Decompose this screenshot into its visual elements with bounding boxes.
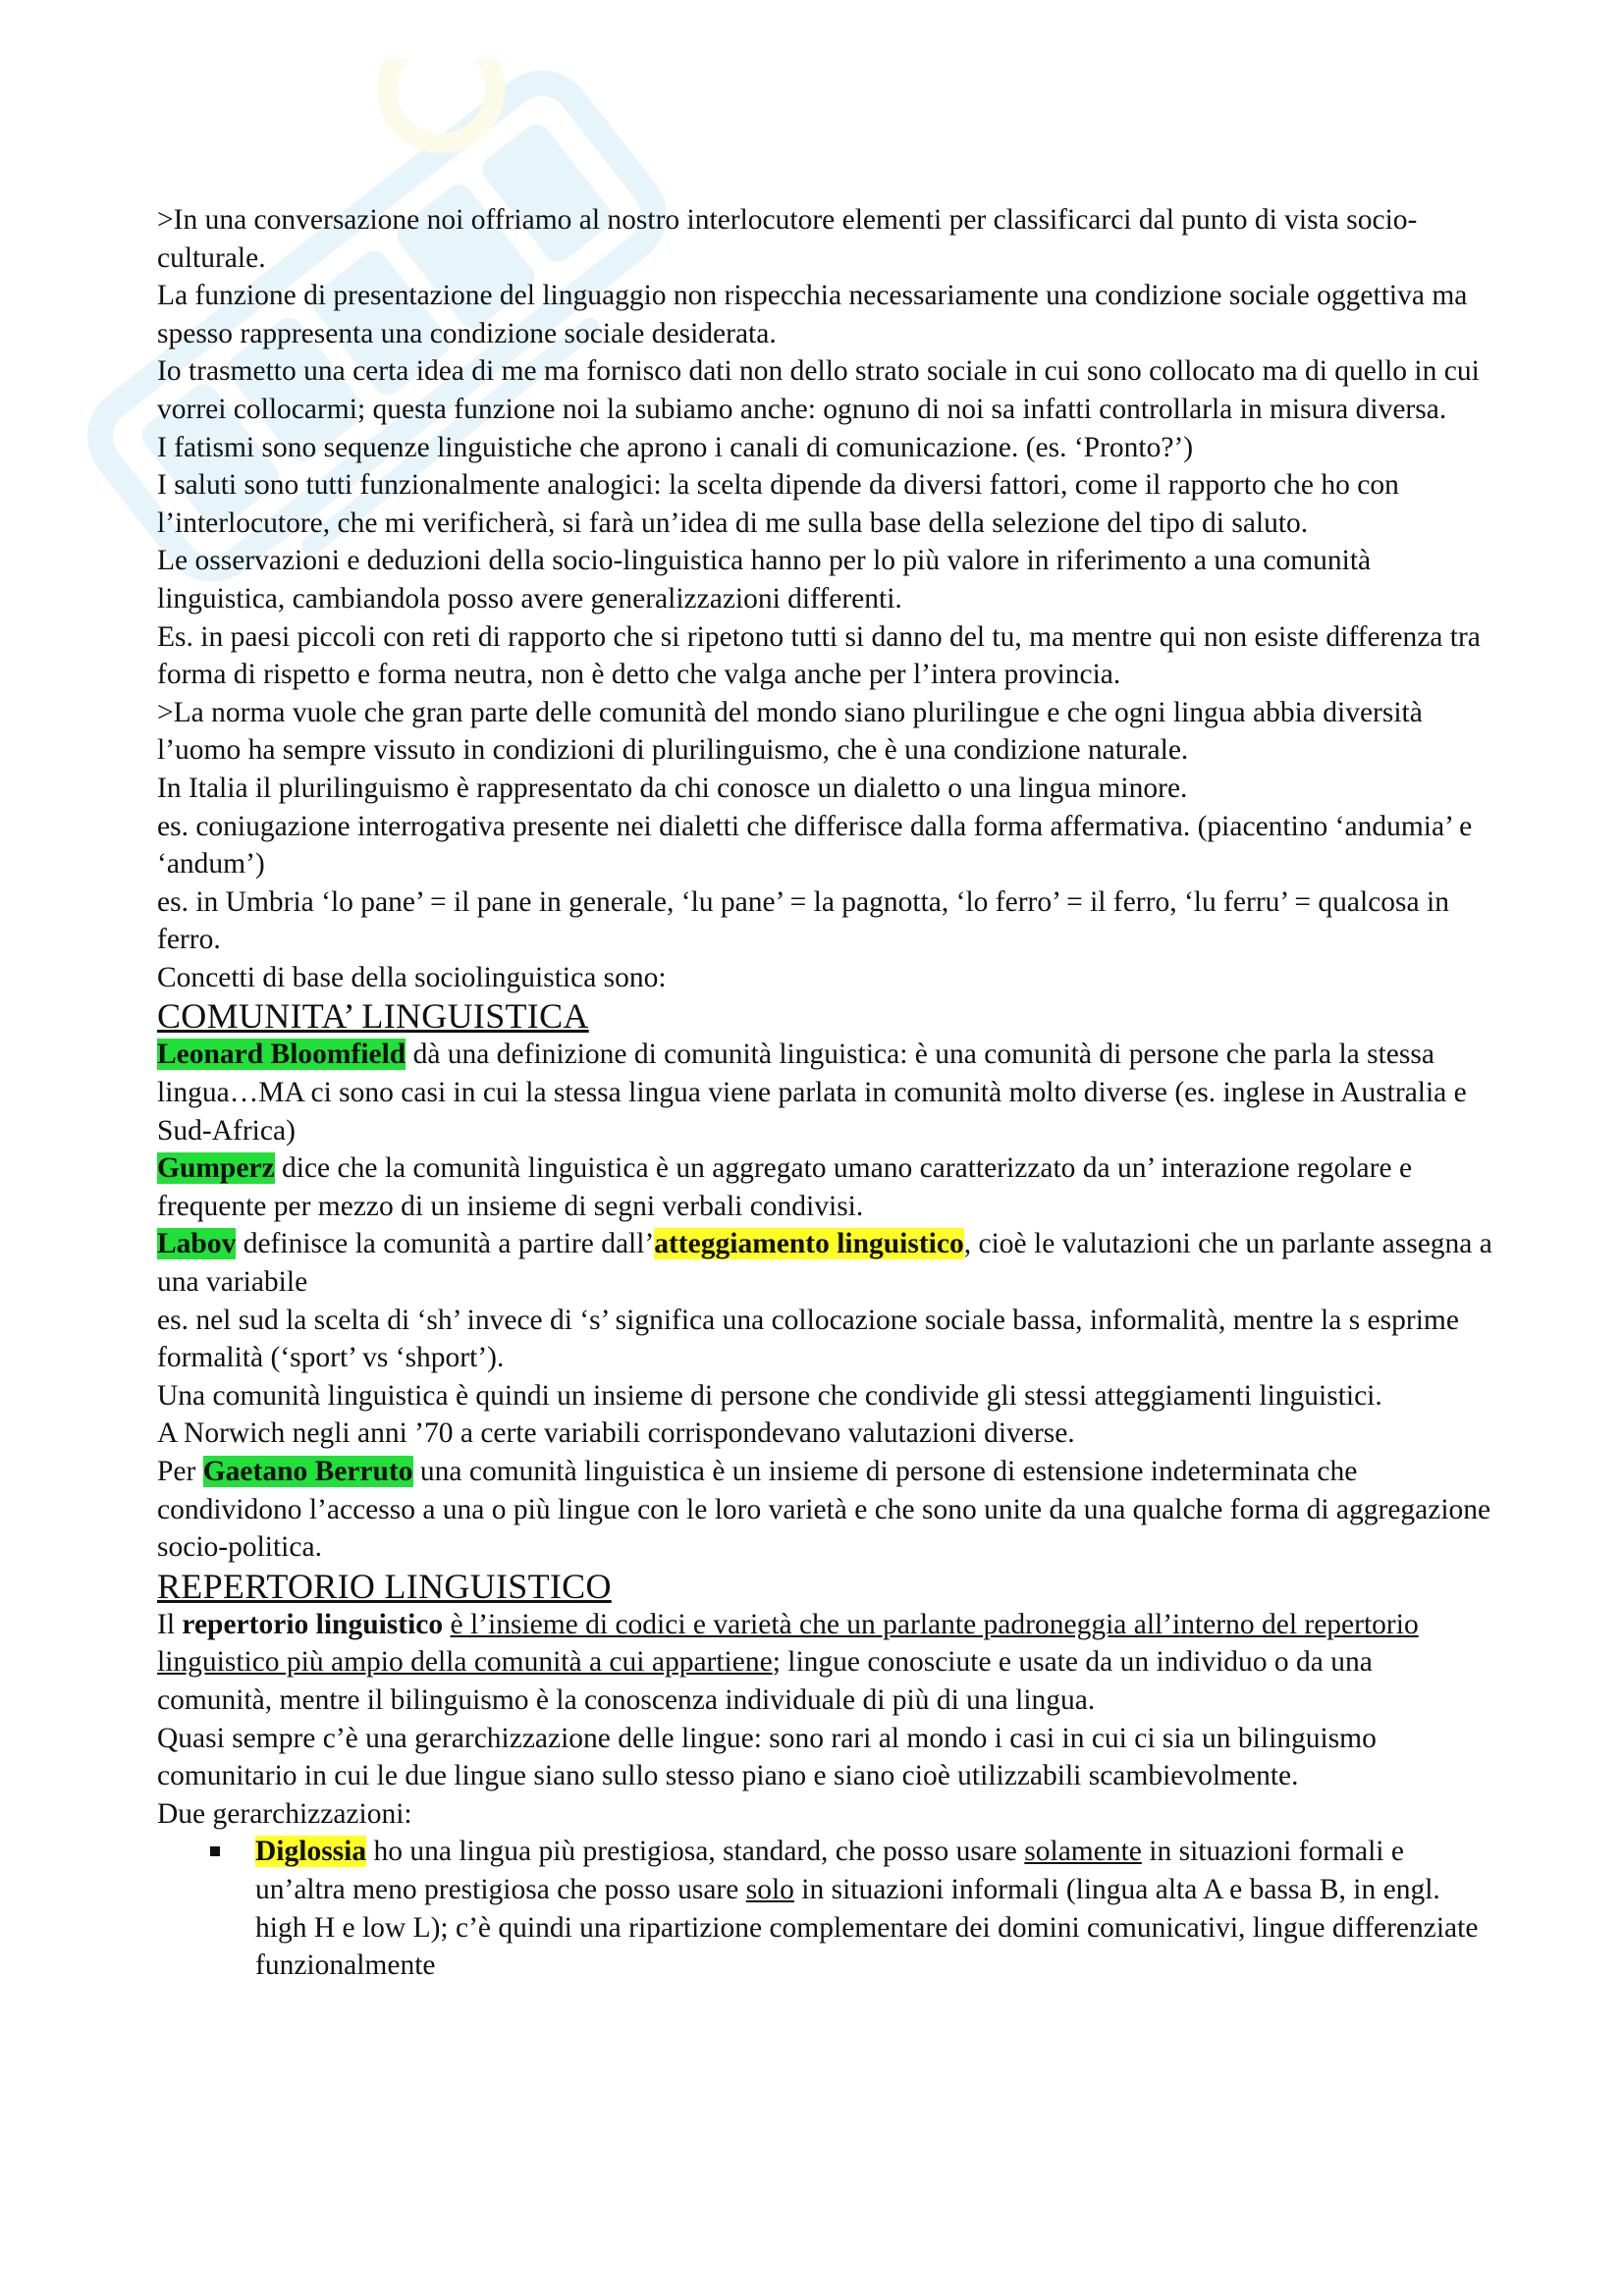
paragraph: Due gerarchizzazioni: (157, 1797, 412, 1830)
highlighted-name: Labov (157, 1228, 237, 1260)
bullet-list (157, 1833, 1492, 1984)
paragraph: Io trasmetto una certa idea di me ma fornisco dati non dello strato sociale in cui sono collocato ma di quello in cui vorrei collocarmi; questa funzione noi la subiamo anche: ognuno di noi sa infatti controllarla in misura diversa. (157, 355, 1480, 425)
paragraph: Concetti di base della sociolinguistica sono: (157, 961, 667, 993)
paragraph-berruto: Per Gaetano Berruto una comunità linguistica è un insieme di persone di estensione indeterminata che condividono l’accesso a una o più lingue con le loro varietà e che sono unite da una qualche forma di aggregazione socio-politica. (157, 1456, 1491, 1564)
paragraph: La funzione di presentazione del linguaggio non rispecchia necessariamente una condizione sociale oggettiva ma spesso rappresenta una condizione sociale desiderata. (157, 280, 1468, 349)
paragraph: es. nel sud la scelta di ‘sh’ invece di ‘s’ significa una collocazione sociale bassa, informalità, mentre la s esprime formalità (‘sport’ vs ‘shport’). (157, 1304, 1459, 1374)
paragraph: Le osservazioni e deduzioni della socio-linguistica hanno per lo più valore in riferimento a una comunità linguistica, cambiandola posso avere generalizzazioni differenti. (157, 545, 1372, 614)
highlighted-term: Diglossia (255, 1836, 367, 1868)
underlined-text: è l’insieme di codici e varietà che un parlante padroneggia all’interno del repertorio linguistico più ampio della comunità a cui appartiene (157, 1608, 1419, 1679)
underlined-text: solo (745, 1873, 794, 1905)
paragraph: Una comunità linguistica è quindi un insieme di persone che condivide gli stessi atteggiamenti linguistici. (157, 1379, 1382, 1412)
paragraph-gumperz: Gumperz dice che la comunità linguistica è un aggregato umano caratterizzato da un’ interazione regolare e frequente per mezzo di un insieme di segni verbali condivisi. (157, 1152, 1413, 1222)
paragraph: I saluti sono tutti funzionalmente analogici: la scelta dipende da diversi fattori, come il rapporto che ho con l’interlocutore, che mi verificherà, si farà un’idea di me sulla base della selezione del tipo di saluto. (157, 469, 1399, 539)
paragraph: es. coniugazione interrogativa presente nei dialetti che differisce dalla forma affermativa. (piacentino ‘andumia’ e ‘andum’) (157, 810, 1473, 881)
highlighted-name: Gumperz (157, 1152, 275, 1185)
highlighted-term: atteggiamento linguistico (654, 1228, 964, 1260)
paragraph: I fatismi sono sequenze linguistiche che aprono i canali di comunicazione. (es. ‘Pronto?’) (157, 431, 1194, 463)
paragraph-bloomfield: Leonard Bloomfield dà una definizione di comunità linguistica: è una comunità di persone che parla la stessa lingua…MA ci sono casi in cui la stessa lingua viene parlata in comunità molto diverse (es. inglese in Australia e Sud-Africa) (157, 1039, 1467, 1147)
section-heading-comunita: COMUNITA’ LINGUISTICA (157, 996, 589, 1037)
paragraph: Quasi sempre c’è una gerarchizzazione delle lingue: sono rari al mondo i casi in cui ci sia un bilinguismo comunitario in cui le due lingue siano sullo stesso piano e siano cioè utilizzabili scambievolmente. (157, 1722, 1377, 1792)
paragraph: es. in Umbria ‘lo pane’ = il pane in generale, ‘lu pane’ = la pagnotta, ‘lo ferro’ = il ferro, ‘lu ferru’ = qualcosa in ferro. (157, 885, 1449, 956)
highlighted-name: Leonard Bloomfield (157, 1039, 406, 1071)
paragraph: A Norwich negli anni ’70 a certe variabili corrispondevano valutazioni diverse. (157, 1417, 1075, 1450)
square-bullet-icon (210, 1846, 220, 1856)
paragraph-labov: Labov definisce la comunità a partire dall’atteggiamento linguistico, cioè le valutazioni che un parlante assegna a una variabile (157, 1228, 1492, 1299)
paragraph: >In una conversazione noi offriamo al nostro interlocutore elementi per classificarci dal punto di vista socio-culturale. (157, 204, 1418, 274)
bold-term: repertorio linguistico (182, 1608, 444, 1640)
section-heading-repertorio: REPERTORIO LINGUISTICO (157, 1566, 612, 1606)
paragraph-definition: Il repertorio linguistico è l’insieme di codici e varietà che un parlante padroneggia all’interno del repertorio linguistico più ampio della comunità a cui appartiene; lingue conosciute e usate da un individuo o da una comunità, mentre il bilinguismo è la conoscenza individuale di più di una lingua. (157, 1608, 1419, 1716)
document-body (157, 201, 1492, 1985)
paragraph: In Italia il plurilinguismo è rappresentato da chi conosce un dialetto o una lingua minore. (157, 772, 1188, 804)
underlined-text: solamente (1024, 1836, 1142, 1868)
paragraph: >La norma vuole che gran parte delle comunità del mondo siano plurilingue e che ogni lingua abbia diversità l’uomo ha sempre vissuto in condizioni di plurilinguismo, che è una condizione naturale. (157, 696, 1423, 767)
paragraph: Es. in paesi piccoli con reti di rapporto che si ripetono tutti si danno del tu, ma mentre qui non esiste differenza tra forma di rispetto e forma neutra, non è detto che valga anche per l’intera provincia. (157, 620, 1481, 691)
highlighted-name: Gaetano Berruto (202, 1456, 413, 1487)
list-item-diglossia: Diglossia ho una lingua più prestigiosa, standard, che posso usare solamente in situazioni formali e un’altra meno prestigiosa che posso usare solo in situazioni informali (lingua alta A e bassa B, in engl. high H e low L); c’è quindi una ripartizione complementare dei domini comunicativi, lingue differenziate funzionalmente (157, 1833, 1492, 1984)
